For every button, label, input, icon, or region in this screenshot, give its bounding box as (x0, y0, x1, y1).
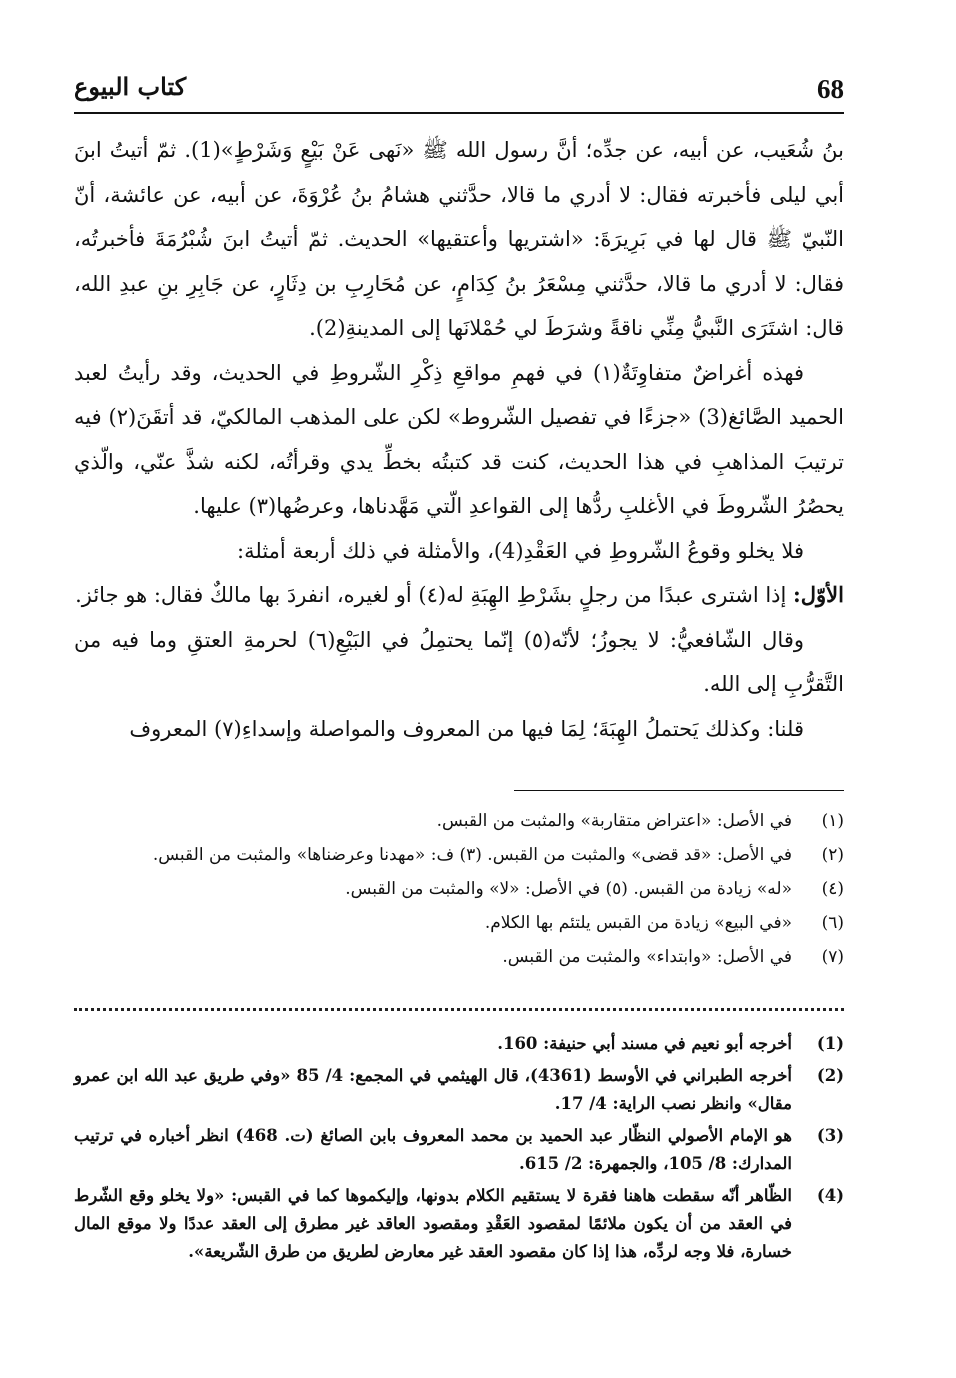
running-title: كتاب البيوع (74, 72, 187, 101)
paragraph-1: بنُ شُعَيب، عن أبيه، عن جدِّه؛ أنَّ رسول الله ﷺ «نَهى عَنْ بَيْعٍ وَشَرْطٍ»(1). ثمّ أتيتُ ابنَ أبي ليلى فأخبرته فقال: لا أدري ما قالا، حدَّثني هشامُ بنُ عُرْوَةَ، عن أبيه، عن عائشة، أنّ النّبيّ ﷺ قال لها في بَرِيرَةَ: «اشتريها وأعتقيها» الحديث. ثمّ أتيتُ ابنَ شُبْرُمَةَ فأخبرتُه، فقال: لا أدري ما قالا، حدَّثني مِسْعَرُ بنُ كِدَامٍ، عن مُحَارِبِ بن دِثَارٍ، عن جَابِرِ بنِ عبدِ الله، قال: اشتَرَى النَّبيُّ مِنِّي ناقةً وشرَطَ لي حُمْلانَها إلى المدينةِ(2). (74, 138, 845, 340)
note-number: (٦) (821, 913, 844, 933)
note-number: (٢) (821, 845, 844, 865)
paragraph-5: وقال الشّافعيُّ: لا يجوزُ؛ لأنّه(٥) إنّما يحتمِلُ في البَيْعِ(٦) لحرمةِ العتقِ وما فيه من التَّقرُّبِ إلى الله. (74, 627, 844, 696)
note-number: (٤) (821, 879, 844, 899)
note-item (74, 838, 844, 872)
page-number: 68 (817, 74, 844, 104)
note-text: «له» زيادة من القبس. (٥) في الأصل: «لا» والمثبت من القبس. (345, 879, 792, 899)
reference-text: أخرجه الطبراني في الأوسط (4361)، قال الهيثمي في المجمع: 4/ 85 «وفي طريق عبد الله ابن عمرو مقال» وانظر نصب الراية: 4/ 17. (74, 1066, 793, 1113)
note-text: في الأصل: «اعتراض متقاربة» والمثبت من القبس. (436, 811, 792, 831)
edition-notes (74, 804, 844, 974)
reference-number: (2) (816, 1066, 844, 1085)
note-number: (٧) (821, 947, 844, 967)
reference-text: الظّاهر أنّه سقطت هاهنا فقرة لا يستقيم الكلام بدونها، وإليكموها كما في القبس: «ولا يخلو وقع الشّرط في العقد من أن يكون ملائمًا لمقصود العَقْدِ ومقصود العاقد غير مطرق إلى العقد عددًا ولا موقع المال خسارة، فلا وجه لردِّه، هذا إذا كان مقصود العقد غير معارض لطريق من طرق الشّريعة». (74, 1186, 792, 1261)
page-header (74, 72, 844, 114)
note-text: في الأصل: «وابتداء» والمثبت من القبس. (502, 947, 792, 967)
footnote-divider (514, 790, 844, 791)
reference-number: (3) (816, 1126, 844, 1145)
paragraph-4-text: إذا اشترى عبدًا من رجلٍ بشَرْطِ الهِبَةِ له(٤) أو لغيره، انفردَ بها مالكٌ فقال: هو جائز. (75, 583, 787, 607)
reference-number: (1) (816, 1034, 844, 1053)
note-item (74, 940, 844, 974)
reference-notes (74, 1030, 844, 1270)
note-item (74, 872, 844, 906)
paragraph-6: قلنا: وكذلك يَحتملُ الهِبَةَ؛ لِمَا فيها من المعروف والمواصلة وإسداءِ(٧) المعروف (129, 716, 804, 741)
reference-item (74, 1182, 844, 1266)
paragraph-4-lead: الأوّل: (793, 582, 844, 607)
reference-item (74, 1062, 844, 1118)
paragraph-2: فهذه أغراضٌ متفاوِتَةٌ(١) في فهمِ مواقعِ ذِكْرِ الشّروطِ في الحديث، وقد رأيتُ لعبد الحميد الصَّائغ(3) «جزءًا في تفصيل الشّروط» لكن على المذهب المالكيّ، قد أتقَنَ(٢) فيه ترتيبَ المذاهبِ في هذا الحديث، كنت قد كتبتُه بخطِّ يدي وقرأتُه، لكنه شذَّ عنّي، والّذي يحصُرُ الشّروطَ في الأغلبِ ردُّها إلى القواعدِ الّتي مَهَّدناها، وعرضُها(٣) عليها. (74, 360, 844, 518)
reference-text: أخرجه أبو نعيم في مسند أبي حنيفة: 160. (497, 1034, 792, 1053)
note-text: في الأصل: «قد قضى» والمثبت من القبس. (٣) ف: «مهدنا وعرضناها» والمثبت من القبس. (152, 845, 792, 865)
paragraph-4 (74, 573, 844, 618)
note-number: (١) (821, 811, 844, 831)
main-text (74, 128, 844, 751)
note-item (74, 906, 844, 940)
reference-item (74, 1030, 844, 1058)
note-item (74, 804, 844, 838)
reference-item (74, 1122, 844, 1178)
note-text: «في البيع» زيادة من القبس يلتئم بها الكلام. (484, 913, 792, 933)
reference-number: (4) (816, 1186, 844, 1205)
dotted-separator (74, 1008, 844, 1011)
paragraph-3: فلا يخلو وقوعُ الشّروطِ في العَقْدِ(4)، والأمثلة في ذلك أربعة أمثلة: (237, 538, 804, 563)
reference-text: هو الإمام الأصولي النظّار عبد الحميد بن محمد المعروف بابن الصائغ (ت. 468) انظر أخباره في ترتيب المدارك: 8/ 105، والجمهرة: 2/ 615. (74, 1126, 792, 1173)
